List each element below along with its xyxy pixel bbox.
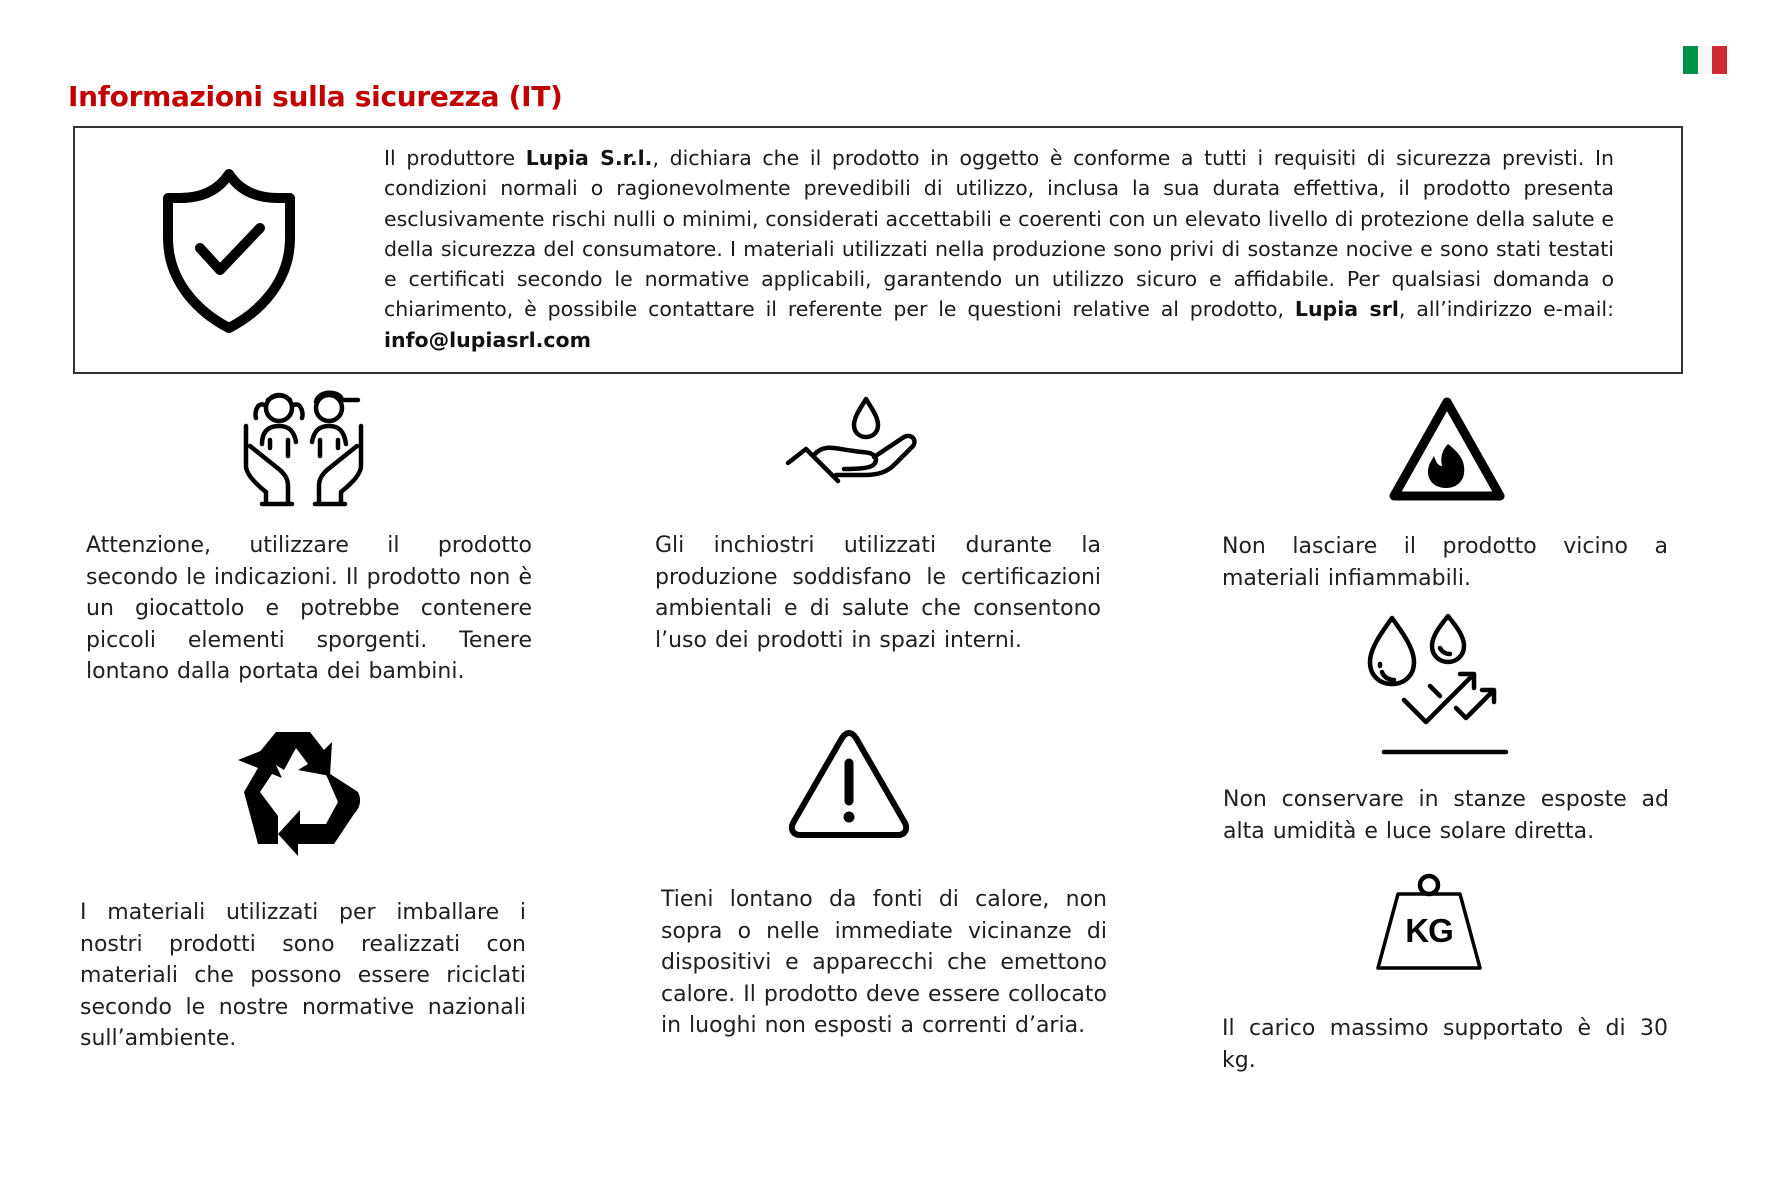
weight-kg-icon <box>1376 872 1482 974</box>
weight-label: KG <box>1405 912 1453 949</box>
flag-green-stripe <box>1683 46 1698 74</box>
declaration-text-part: Il produttore <box>384 146 526 170</box>
warning-exclamation-icon <box>788 727 910 839</box>
humidity-drops-icon <box>1364 612 1509 757</box>
shield-check-icon <box>160 168 298 333</box>
item-text: Non conservare in stanze esposte ad alta umidità e luce solare diretta. <box>1223 787 1669 844</box>
flammable-warning-icon <box>1386 394 1508 504</box>
safety-declaration-text <box>384 143 1614 355</box>
hand-water-drop-icon <box>784 393 924 498</box>
declaration-text-part: , all’indirizzo e-mail: <box>1398 297 1615 322</box>
contact-company-name: Lupia srl <box>1294 297 1399 322</box>
item-text: Il carico massimo supportato è di 30 kg. <box>1222 1016 1668 1073</box>
item-text: Tieni lontano da fonti di calore, non sopra o nelle immediate vicinanze di dispositivi e apparecchi che emettono calore. Il prodotto deve essere collocato in luoghi non esposti a correnti d’aria. <box>661 887 1107 1039</box>
manufacturer-name: Lupia S.r.l. <box>525 146 653 170</box>
flag-white-stripe <box>1698 46 1713 74</box>
children-hands-icon <box>236 386 371 511</box>
item-text: Non lasciare il prodotto vicino a materiali infiammabili. <box>1222 534 1668 591</box>
item-text: Attenzione, utilizzare il prodotto secondo le indicazioni. Il prodotto non è un giocattolo e potrebbe contenere piccoli elementi sporgenti. Tenere lontano dalla portata dei bambini. <box>86 533 532 685</box>
item-text: Gli inchiostri utilizzati durante la produzione soddisfano le certificazioni ambientali e di salute che consentono l’uso dei prodotti in spazi interni. <box>655 533 1101 653</box>
item-text: I materiali utilizzati per imballare i nostri prodotti sono realizzati con materiali che possono essere riciclati secondo le nostre normative nazionali sull’ambiente. <box>80 900 526 1052</box>
flag-red-stripe <box>1712 46 1727 74</box>
contact-email-link[interactable]: info@lupiasrl.com <box>384 327 592 352</box>
recycle-icon <box>238 730 364 856</box>
declaration-text-part: , dichiara che il prodotto in oggetto è conforme a tutti i requisiti di sicurezza previsti. In condizioni normali o ragionevolmente prevedibili di utilizzo, inclusa la sua durata effettiva, il prodotto presenta esclusivamente rischi nulli o minimi, considerati accettabili e coerenti con un elevato livello di protezione della salute e della sicurezza del consumatore. I materiali utilizzati nella produzione sono privi di sostanze nocive e sono stati testati e certificati secondo le normative applicabili, garantendo un utilizzo sicuro e affidabile. Per qualsiasi domanda o chiarimento, è possibile contattare il referente per le questioni relative al prodotto, <box>384 146 1615 322</box>
page-title: Informazioni sulla sicurezza (IT) <box>68 80 563 113</box>
italian-flag-icon <box>1683 46 1727 74</box>
